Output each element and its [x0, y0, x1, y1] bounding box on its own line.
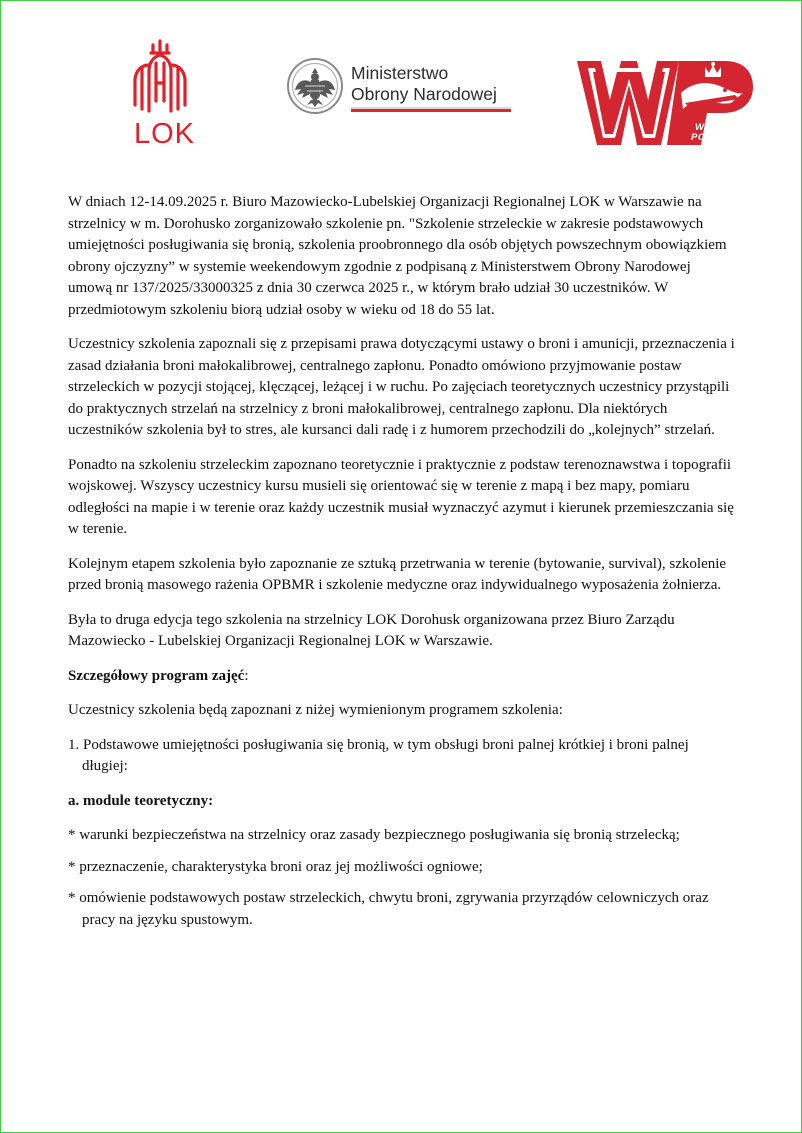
- program-intro: Uczestnicy szkolenia będą zapoznani z niżej wymienionym programem szkolenia:: [68, 702, 563, 718]
- ministry-logo: [285, 56, 515, 118]
- lok-logo-text: LOK: [134, 118, 196, 150]
- program-bullet: * omówienie podstawowych postaw strzeleckich, chwytu broni, zgrywania przyrządów celowniczych oraz pracy na języku spustowym.: [68, 890, 709, 928]
- polskie-label: POLSKIE: [691, 132, 737, 143]
- paragraph-second-edition: Była to druga edycja tego szkolenia na strzelnicy LOK Dorohusk organizowana przez Biuro Zarządu Mazowiecko - Lubelskiej Organizacji Regionalnej LOK w Warszawie.: [68, 611, 675, 649]
- paragraph-training-content: Uczestnicy szkolenia zapoznali się z przepisami prawa dotyczącymi ustawy o broni i amunicji, przeznaczenia i zasad działania broni małokalibrowej, centralnego zapłonu. Ponadto omówiono przyjmowanie postaw strzeleckich w pozycji stojącej, klęczącej, leżącej i w ruchu. Po zajęciach teoretycznych uczestnicy przystąpili do praktycznych strzelań na strzelnicy z broni małokalibrowej, centralnego zapłonu. Dla niektórych uczestników szkolenia był to stres, ale kursanci dali radę i z humorem przechodzili do „kolejnych” strzelań.: [68, 336, 735, 438]
- paragraph-intro: W dniach 12-14.09.2025 r. Biuro Mazowiecko-Lubelskiej Organizacji Regionalnej LOK w Warszawie na strzelnicy w m. Dorohusko zorganizowało szkolenie pn. "Szkolenie strzeleckie w zakresie podstawowych umiejętności posługiwania się bronią, szkolenia proobronnego dla osób objętych powszechnym obowiązkiem obrony ojczyzny” w systemie weekendowym zgodnie z podpisaną z Ministerstwem Obrony Narodowej umową nr 137/2025/33000325 z dnia 30 czerwca 2025 r., w którym brało udział 30 uczestników. W przedmiotowym szkoleniu biorą udział osoby w wieku od 18 do 55 lat.: [68, 194, 727, 318]
- paragraph-topography: Ponadto na szkoleniu strzeleckim zapoznano teoretycznie i praktycznie z podstaw terenoznawstwa i topografii wojskowej. Wszyscy uczestnicy kursu musieli się orientować się w terenie z mapą i bez mapy, pomiaru odległości na mapie i w terenie oraz każdy uczestnik musiał wyznaczyć azymut i kierunek przemieszczania się w terenie.: [68, 456, 734, 537]
- program-bullet: * przeznaczenie, charakterystyka broni oraz jej możliwości ogniowe;: [68, 858, 483, 875]
- module-heading: a. module teoretyczny:: [68, 792, 214, 809]
- polish-flag-bar: [351, 107, 511, 112]
- paragraph-survival: Kolejnym etapem szkolenia było zapoznanie ze sztuką przetrwania w terenie (bytowanie, survival), szkolenie przed bronią masowego rażenia OPBMR i szkolenie medyczne oraz indywidualnego wyposażenia żołnierza.: [68, 555, 727, 593]
- program-heading: Szczegółowy program zajęć: [68, 667, 245, 684]
- article-body: [68, 192, 738, 941]
- ministry-emblem-icon: [285, 56, 345, 116]
- program-heading-line: [68, 666, 738, 688]
- program-heading-colon: :: [244, 667, 249, 684]
- wojsko-polskie-logo: [575, 59, 755, 147]
- lok-logo: [131, 39, 196, 150]
- program-item-1: 1. Podstawowe umiejętności posługiwania się bronią, w tym obsługi broni palnej krótkiej i broni palnej długiej:: [68, 736, 689, 774]
- ministry-name-line2: Obrony Narodowej: [351, 84, 497, 104]
- program-bullet: * warunki bezpieczeństwa na strzelnicy oraz zasady bezpiecznego posługiwania się bronią strzelecką;: [68, 827, 680, 843]
- ministry-name-line1: Ministerstwo: [351, 63, 449, 83]
- wojsko-label: WOJSKO: [695, 122, 741, 133]
- lok-eagle-icon: [131, 39, 189, 119]
- ministry-name: [351, 63, 497, 105]
- logo-header: [1, 1, 801, 161]
